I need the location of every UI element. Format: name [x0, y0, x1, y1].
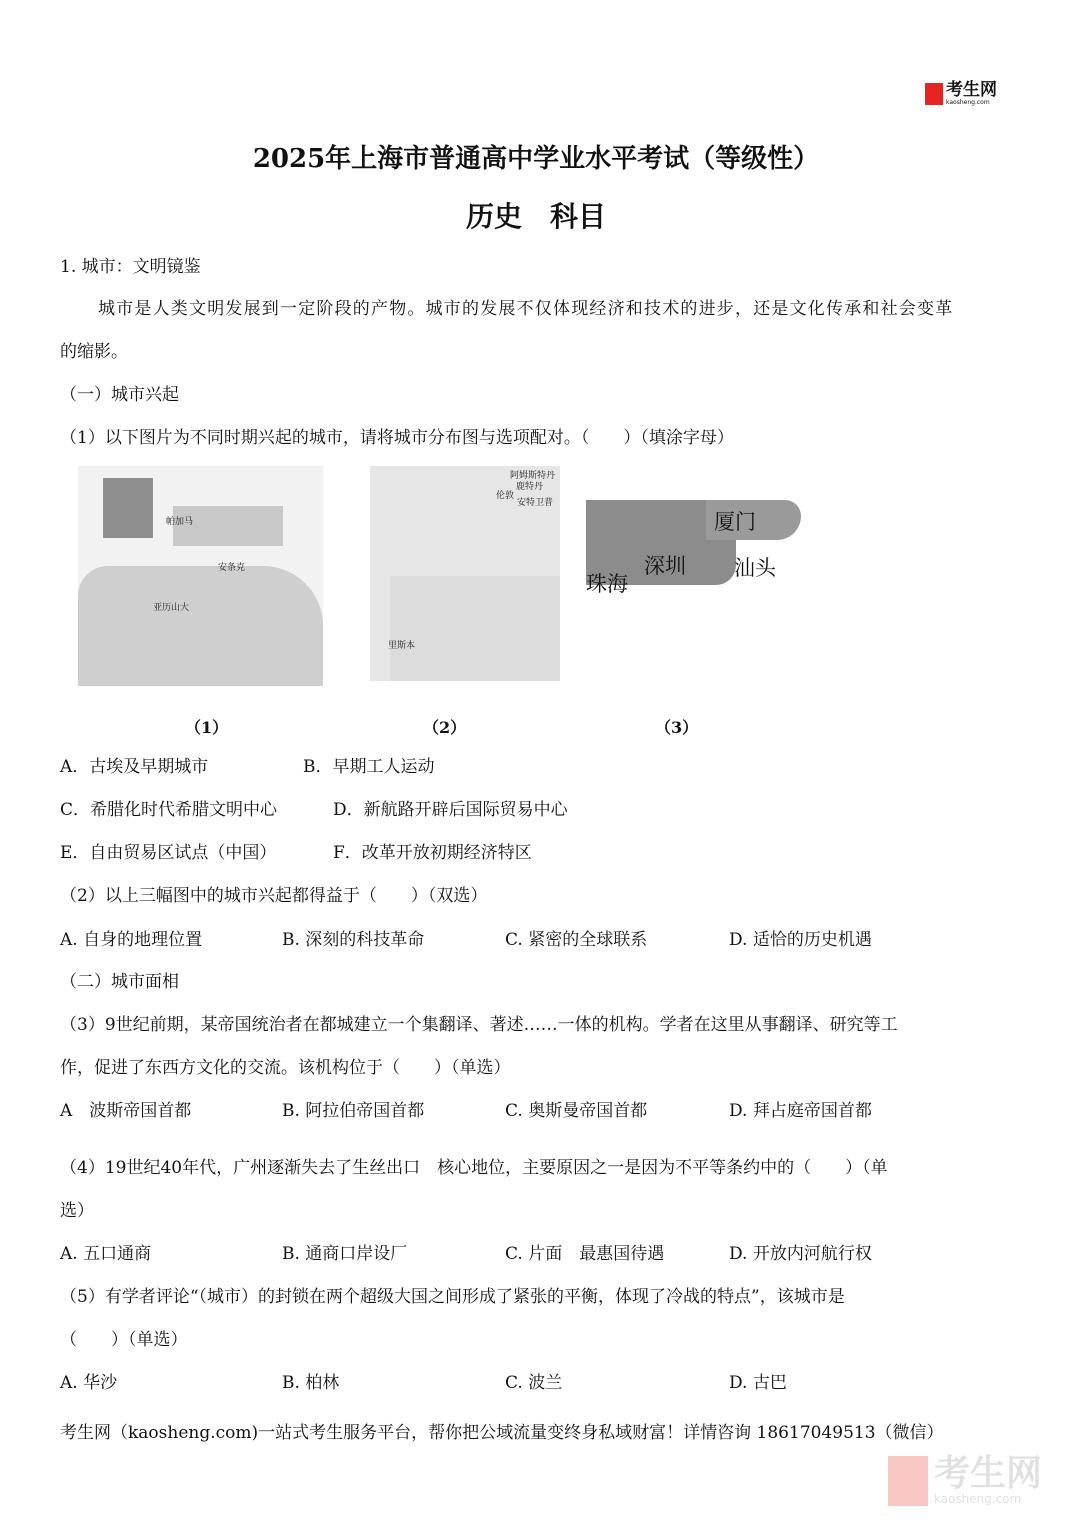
map-3: [586, 500, 801, 610]
logo-mark-icon: [925, 83, 943, 105]
map-label: 安特卫普: [517, 498, 554, 508]
option-a[interactable]: A. 自身的地理位置: [60, 930, 203, 950]
map-label: 鹿特丹: [516, 482, 544, 492]
watermark-mark-icon: [888, 1456, 928, 1506]
option-b[interactable]: B. 深刻的科技革命: [282, 930, 425, 950]
section-heading-1: （一）城市兴起: [60, 385, 179, 405]
watermark-text: 考生网: [934, 1453, 1043, 1494]
option-d[interactable]: D. 古巴: [729, 1373, 787, 1393]
intro-text-cont: 的缩影。: [60, 342, 128, 362]
question-heading: 1. 城市：文明镜鉴: [60, 257, 201, 277]
option-a[interactable]: A. 华沙: [60, 1373, 118, 1393]
option-d[interactable]: D．新航路开辟后国际贸易中心: [333, 800, 568, 820]
watermark-sub: kaosheng.com: [934, 1492, 1022, 1506]
question-1: （1）以下图片为不同时期兴起的城市，请将城市分布图与选项配对。（ ）（填涂字母）: [60, 428, 734, 448]
question-3-cont: 作，促进了东西方文化的交流。该机构位于（ ）（单选）: [60, 1058, 511, 1078]
map-label: 厦门: [714, 510, 756, 534]
map-label: 里斯本: [388, 641, 416, 651]
map-caption: （1）: [185, 718, 229, 737]
map-label: 深圳: [644, 554, 686, 578]
option-a[interactable]: A 波斯帝国首都: [60, 1101, 192, 1121]
option-b[interactable]: B. 柏林: [282, 1373, 340, 1393]
option-a[interactable]: A．古埃及早期城市: [60, 757, 209, 777]
option-c[interactable]: C．希腊化时代希腊文明中心: [60, 800, 278, 820]
exam-subtitle: 历史 科目: [465, 200, 606, 233]
exam-title: 2025年上海市普通高中学业水平考试（等级性）: [252, 144, 820, 174]
section-heading-2: （二）城市面相: [60, 972, 179, 992]
option-b[interactable]: B．早期工人运动: [303, 757, 435, 777]
option-d[interactable]: D. 适恰的历史机遇: [729, 930, 872, 950]
option-c[interactable]: C. 奥斯曼帝国首都: [505, 1101, 648, 1121]
question-2: （2）以上三幅图中的城市兴起都得益于（ ）（双选）: [60, 886, 488, 906]
option-c[interactable]: C. 波兰: [505, 1373, 563, 1393]
option-f[interactable]: F．改革开放初期经济特区: [333, 843, 532, 863]
map-1: [78, 466, 323, 686]
logo-text: 考生网: [946, 80, 997, 100]
map-caption: （3）: [655, 718, 699, 737]
option-d[interactable]: D. 开放内河航行权: [729, 1244, 872, 1264]
watermark-logo: [888, 1453, 1043, 1506]
map-label: 汕头: [734, 556, 776, 580]
question-3: （3）9世纪前期，某帝国统治者在都城建立一个集翻译、著述……一体的机构。学者在这里从事翻译、研究等工: [60, 1015, 898, 1035]
option-b[interactable]: B. 阿拉伯帝国首都: [282, 1101, 425, 1121]
map-2: [370, 466, 560, 681]
kaosheng-logo: [925, 82, 997, 106]
option-b[interactable]: B. 通商口岸设厂: [282, 1244, 408, 1264]
footer-ad: 考生网（kaosheng.com)一站式考生服务平台，帮你把公域流量变终身私域财富！详情咨询 18617049513（微信）: [60, 1423, 944, 1443]
option-c[interactable]: C. 紧密的全球联系: [505, 930, 648, 950]
question-4-cont: 选）: [60, 1201, 94, 1221]
intro-text: 城市是人类文明发展到一定阶段的产物。城市的发展不仅体现经济和技术的进步，还是文化传承和社会变革: [98, 299, 954, 319]
option-a[interactable]: A. 五口通商: [60, 1244, 152, 1264]
map-label: 帕加马: [166, 517, 194, 527]
map-label: 珠海: [586, 572, 628, 596]
map-caption: （2）: [423, 718, 467, 737]
option-d[interactable]: D. 拜占庭帝国首都: [729, 1101, 872, 1121]
map-label: 伦敦: [496, 491, 515, 501]
map-label: 安条克: [218, 563, 246, 573]
option-e[interactable]: E．自由贸易区试点（中国）: [60, 843, 277, 863]
logo-sub: kaosheng.com: [946, 99, 990, 106]
question-5-cont: （ ）（单选）: [60, 1330, 188, 1350]
question-4: （4）19世纪40年代，广州逐渐失去了生丝出口 核心地位，主要原因之一是因为不平等条约中的（ ）（单: [60, 1158, 888, 1178]
question-5: （5）有学者评论“（城市）的封锁在两个超级大国之间形成了紧张的平衡，体现了冷战的特点”，该城市是: [60, 1287, 845, 1307]
map-label: 阿姆斯特丹: [510, 471, 556, 481]
map-label: 亚历山大: [153, 603, 190, 613]
option-c[interactable]: C. 片面 最惠国待遇: [505, 1244, 665, 1264]
